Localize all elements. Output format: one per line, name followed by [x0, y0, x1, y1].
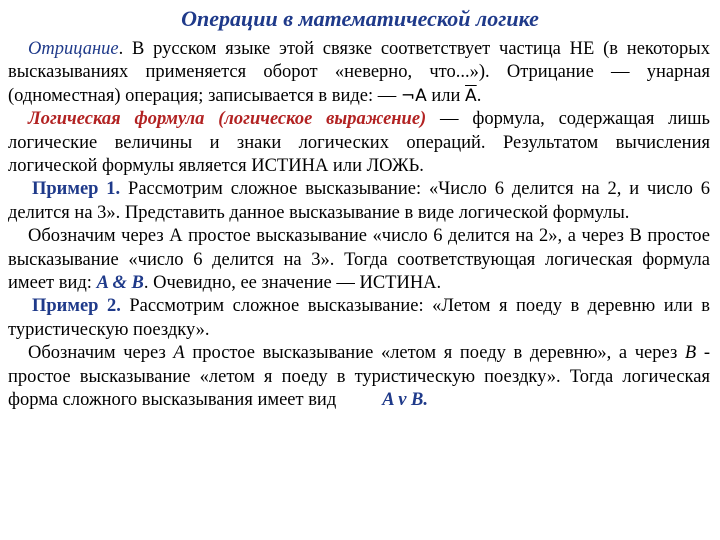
example2-explanation-start: Обозначим через — [28, 343, 174, 364]
example2-var-a: А — [173, 343, 185, 364]
negation-symbol: ¬A — [400, 85, 427, 106]
example2-label: Пример 2. — [32, 296, 121, 317]
example1-formula: A & B — [96, 273, 144, 294]
example1-explanation — [8, 225, 710, 295]
example2-explanation — [8, 342, 710, 412]
example1-label: Пример 1. — [32, 179, 121, 200]
negation-overline-symbol: $\overline{A}$ — [465, 85, 477, 106]
example2-var-b: В — [684, 343, 697, 364]
negation-term: Отрицание — [28, 39, 119, 59]
example1-text: Рассмотрим сложное высказывание: «Число 6 делится на 2, и число 6 делится на 3». Представить данное высказывание в виде логической формулы. — [8, 179, 710, 223]
example2-explanation-mid1: простое высказывание «летом я поеду в деревню», а через — [184, 343, 685, 364]
example2-formula: A v B — [382, 390, 424, 411]
example1-explanation-end: . Очевидно, ее значение — ИСТИНА. — [143, 273, 442, 294]
formula-definition-paragraph — [8, 108, 710, 178]
example2-explanation-mid2: - простое высказывание «летом я поеду в туристическую поездку». Тогда логическая форма сложного высказывания имеет вид — [8, 343, 710, 411]
negation-or: или — [426, 85, 466, 106]
example1-paragraph — [8, 178, 710, 225]
example1-explanation-text: Обозначим через А простое высказывание «число 6 делится на 2», а через В простое высказывание «число 6 делится на 3». Тогда соответствующая логическая формула имеет вид: — [8, 226, 710, 294]
example2-paragraph — [8, 295, 710, 342]
negation-end: . — [476, 85, 482, 106]
formula-definition-text: — формула, содержащая лишь логические величины и знаки логических операций. Результатом вычисления логической формулы является ИСТИНА или ЛОЖЬ. — [8, 109, 710, 177]
slide-title: Операции в математической логике — [181, 6, 539, 31]
example2-end: . — [423, 390, 428, 411]
negation-paragraph — [8, 38, 710, 108]
formula-term: Логическая формула (логическое выражение) — [28, 109, 427, 130]
slide-body — [8, 38, 710, 413]
negation-text: . В русском языке этой связке соответствует частица НЕ (в некоторых высказываниях применяется оборот «неверно, что...»). Отрицание — унарная (одноместная) операция; записывается в виде: — — [8, 39, 710, 106]
example2-text: Рассмотрим сложное высказывание: «Летом я поеду в деревню или в туристическую поездку». — [8, 296, 710, 340]
